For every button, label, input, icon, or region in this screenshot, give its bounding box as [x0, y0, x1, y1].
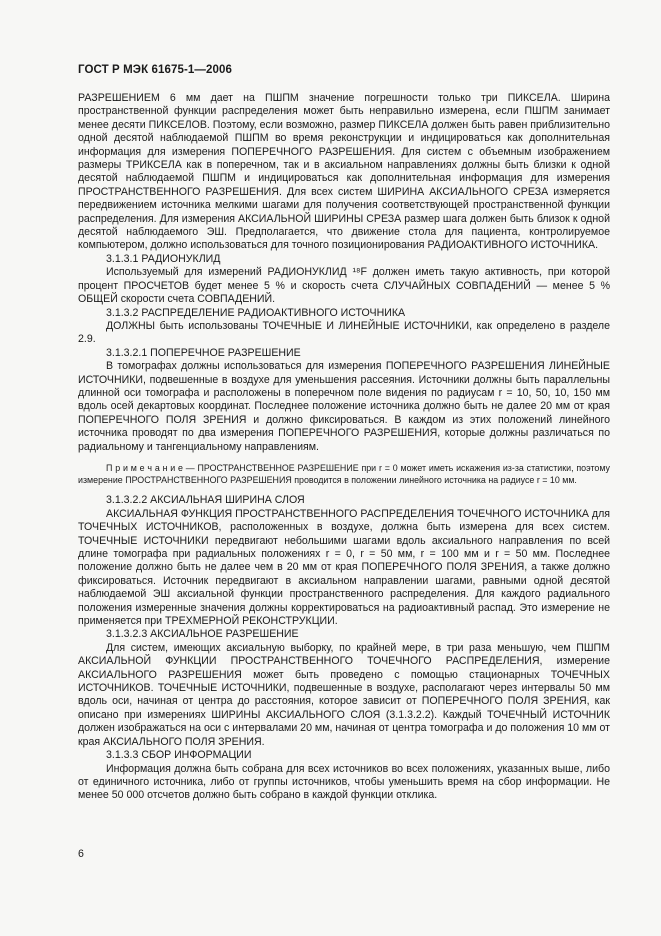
page-number: 6 — [78, 848, 84, 860]
section-heading-radionuclide: 3.1.3.1 РАДИОНУКЛИД — [106, 252, 221, 265]
paragraph-source-distribution: ДОЛЖНЫ быть использованы ТОЧЕЧНЫЕ И ЛИНЕЙНЫЕ ИСТОЧНИКИ, как определено в разделе 2.9. — [78, 319, 610, 346]
paragraph-transverse-resolution: В томографах должны использоваться для измерения ПОПЕРЕЧНОГО РАЗРЕШЕНИЯ ЛИНЕЙНЫЕ ИСТОЧНИКИ, подвешенные в воздухе для уменьшения рассеяния. Источники должны быть параллельны длинной оси томографа и расположены в поперечном поле видения по радиусам r = 10, 50, 10, 150 мм вдоль осей декартовых координат. Последнее положение источника должно быть не далее 20 мм от края ПОПЕРЕЧНОГО ПОЛЯ ЗРЕНИЯ и должно фиксироваться. В каждом из этих положений линейного источника проводят по два измерения ПОПЕРЕЧНОГО РАЗРЕШЕНИЯ, которые должны различаться по радиальному и тангенциальному направлениям. — [78, 360, 610, 453]
section-heading-source-distribution: 3.1.3.2 РАСПРЕДЕЛЕНИЕ РАДИОАКТИВНОГО ИСТОЧНИКА — [106, 306, 406, 319]
section-heading-transverse-resolution: 3.1.3.2.1 ПОПЕРЕЧНОЕ РАЗРЕШЕНИЕ — [106, 346, 301, 359]
note-spatial-resolution: П р и м е ч а н и е — ПРОСТРАНСТВЕННОЕ РАЗРЕШЕНИЕ при r = 0 может иметь искажения из-за статистики, поэтому измерение ПРОСТРАНСТВЕННОГО РАЗРЕШЕНИЯ проводится в положении линейного источника на радиусе r = 10 мм. — [78, 462, 610, 486]
section-heading-axial-slice-width: 3.1.3.2.2 АКСИАЛЬНАЯ ШИРИНА СЛОЯ — [106, 494, 305, 507]
paragraph-axial-slice-width: АКСИАЛЬНАЯ ФУНКЦИЯ ПРОСТРАНСТВЕННОГО РАСПРЕДЕЛЕНИЯ ТОЧЕЧНОГО ИСТОЧНИКА для ТОЧЕЧНЫХ ИСТОЧНИКОВ, расположенных в воздухе, должна быть измерена для всех систем. ТОЧЕЧНЫЕ ИСТОЧНИКИ передвигают небольшими шагами вдоль аксиального направления по всей длине томографа при радиальных положениях r = 0, r = 50 мм, r = 100 мм и r = 50 мм. Последнее положение должно быть не далее чем в 20 мм от края ПОПЕРЕЧНОГО ПОЛЯ ЗРЕНИЯ, а также должно фиксироваться. Источник передвигают в аксиальном направлении шагами, равными одной десятой наблюдаемой ЭШ аксиальной функции пространственного распределения. Для каждого радиального положения измеренные значения должны корректироваться на радиоактивный распад. Это измерение не применяется при ТРЕХМЕРНОЙ РЕКОНСТРУКЦИИ. — [78, 507, 610, 628]
paragraph-resolution-intro: РАЗРЕШЕНИЕМ 6 мм дает на ПШПМ значение погрешности только три ПИКСЕЛА. Ширина пространственной функции распределения может быть неправильно измерена, если ПШПМ занимает менее десяти ПИКСЕЛОВ. Поэтому, если возможно, размер ПИКСЕЛА должен быть равен приблизительно одной десятой наблюдаемой ПШПМ во время реконструкции и индицироваться как дополнительная информация для измерения ПОПЕРЕЧНОГО РАЗРЕШЕНИЯ. Для систем с объемным изображением размеры ТРИКСЕЛА как в поперечном, так и в аксиальном направлениях должны быть близки к одной десятой наблюдаемой ПШПМ и индицироваться как дополнительная информация для измерения ПРОСТРАНСТВЕННОГО РАЗРЕШЕНИЯ. Для всех систем ШИРИНА АКСИАЛЬНОГО СРЕЗА измеряется передвижением источника мелкими шагами для получения соответствующей пространственной функции распределения. Для измерения АКСИАЛЬНОЙ ШИРИНЫ СРЕЗА размер шага должен быть близок к одной десятой наблюдаемого ЭШ. Предполагается, что движение стола для пациента, контролируемое компьютером, должно использоваться для точного позиционирования РАДИОАКТИВНОГО ИСТОЧНИКА. — [78, 92, 610, 252]
paragraph-axial-resolution: Для систем, имеющих аксиальную выборку, по крайней мере, в три раза меньшую, чем ПШПМ АКСИАЛЬНОЙ ФУНКЦИИ ПРОСТРАНСТВЕННОГО ТОЧЕЧНОГО РАСПРЕДЕЛЕНИЯ, измерение АКСИАЛЬНОГО РАЗРЕШЕНИЯ может быть проведено с помощью стационарных ТОЧЕЧНЫХ ИСТОЧНИКОВ. ТОЧЕЧНЫЕ ИСТОЧНИКИ, подвешенные в воздухе, располагают через интервалы 50 мм вдоль оси, начиная от центра до расстояния, которое зависит от ПОПЕРЕЧНОГО ПОЛЯ ЗРЕНИЯ, как описано при измерениях ШИРИНЫ АКСИАЛЬНОГО СЛОЯ (3.1.3.2.2). Каждый ТОЧЕЧНЫЙ ИСТОЧНИК должен изображаться на оси с интервалами 20 мм, начиная от центра томографа и до положения 10 мм от края АКСИАЛЬНОГО ПОЛЯ ЗРЕНИЯ. — [78, 641, 610, 748]
section-heading-data-collection: 3.1.3.3 СБОР ИНФОРМАЦИИ — [106, 749, 252, 762]
paragraph-data-collection: Информация должна быть собрана для всех источников во всех положениях, указанных выше, либо от единичного источника, либо от группы источников, чтобы уменьшить время на сбор информации. Не менее 50 000 отсчетов должно быть собрано в каждой функции отклика. — [78, 762, 610, 802]
document-body — [78, 92, 610, 803]
section-heading-axial-resolution: 3.1.3.2.3 АКСИАЛЬНОЕ РАЗРЕШЕНИЕ — [106, 628, 299, 641]
page-header-doc-id: ГОСТ Р МЭК 61675-1—2006 — [78, 64, 232, 76]
paragraph-radionuclide: Используемый для измерений РАДИОНУКЛИД ¹⁸F должен иметь такую активность, при которой процент ПРОСЧЕТОВ будет менее 5 % и скорость счета СЛУЧАЙНЫХ СОВПАДЕНИЙ — менее 5 % ОБЩЕЙ скорости счета СОВПАДЕНИЙ. — [78, 266, 610, 306]
